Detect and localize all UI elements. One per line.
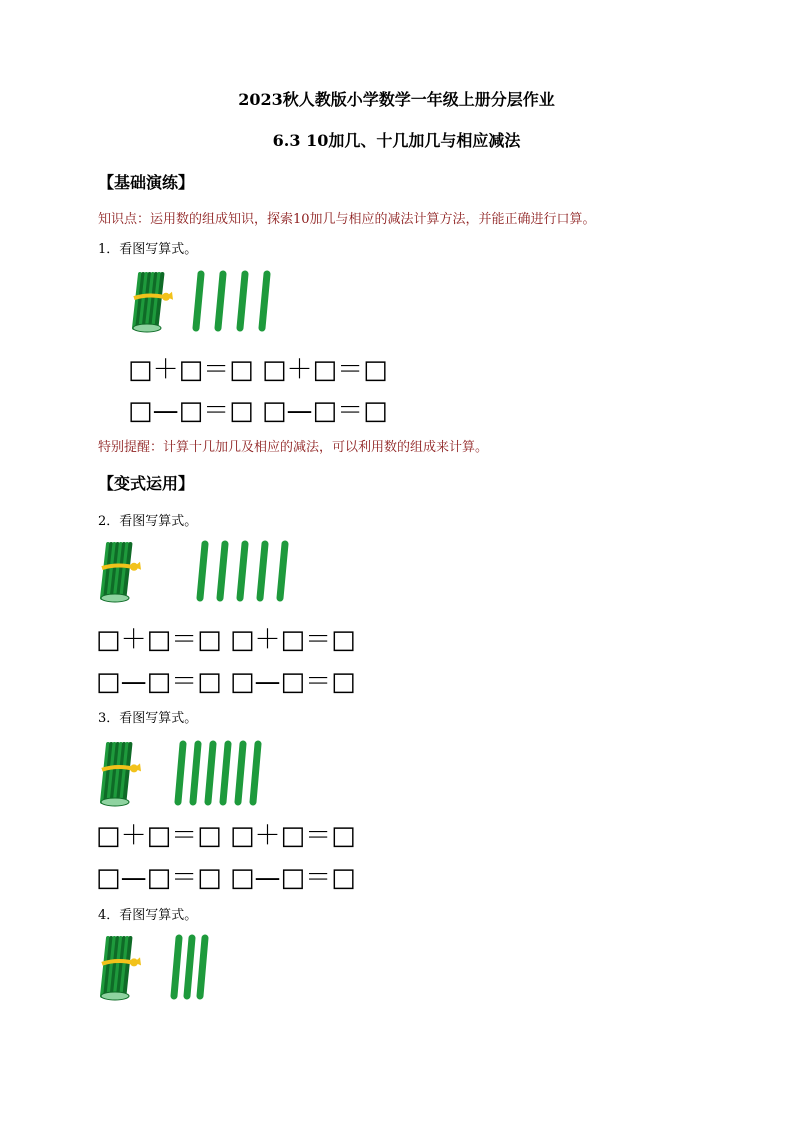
- single-stick: [178, 744, 183, 802]
- question-1-label: 1．看图写算式。: [98, 242, 198, 257]
- question-1-addition-boxes: □＋□＝□ □＋□＝□: [128, 355, 388, 385]
- single-stick: [208, 744, 213, 802]
- single-stick: [193, 744, 198, 802]
- single-stick: [218, 274, 223, 328]
- single-stick: [253, 744, 258, 802]
- single-stick: [187, 938, 192, 996]
- question-3-addition-boxes: □＋□＝□ □＋□＝□: [96, 821, 356, 851]
- page-subtitle: 6.3 10加几、十几加几与相应减法: [272, 131, 521, 150]
- single-stick: [223, 744, 228, 802]
- section-basic-heading: 【基础演练】: [98, 173, 195, 192]
- single-stick: [262, 274, 267, 328]
- question-2-stick-picture: [96, 540, 296, 606]
- stick-bundle: [101, 938, 141, 1000]
- question-3-subtraction-boxes: □—□＝□ □—□＝□: [96, 863, 356, 893]
- single-stick: [200, 938, 205, 996]
- question-1-stick-picture: [128, 270, 288, 336]
- single-stick: [240, 544, 245, 598]
- single-stick: [200, 544, 205, 598]
- stick-bundle: [101, 744, 141, 806]
- question-2-subtraction-boxes: □—□＝□ □—□＝□: [96, 667, 356, 697]
- single-stick: [238, 744, 243, 802]
- question-3-stick-picture: [96, 740, 296, 810]
- page-title: 2023秋人教版小学数学一年级上册分层作业: [238, 90, 555, 109]
- reminder-note: 特别提醒：计算十几加几及相应的减法，可以利用数的组成来计算。: [98, 440, 489, 455]
- knowledge-note: 知识点：运用数的组成知识，探索10加几与相应的减法计算方法，并能正确进行口算。: [98, 212, 596, 227]
- stick-bundle: [101, 544, 141, 602]
- bundle-ends: [133, 324, 161, 332]
- single-stick: [240, 274, 245, 328]
- question-4-stick-picture: [96, 934, 236, 1004]
- bundle-ends: [101, 594, 129, 602]
- section-variant-heading: 【变式运用】: [98, 474, 195, 493]
- question-3-label: 3．看图写算式。: [98, 711, 198, 726]
- question-1-subtraction-boxes: □—□＝□ □—□＝□: [128, 396, 388, 426]
- single-stick: [196, 274, 201, 328]
- single-stick: [174, 938, 179, 996]
- question-4-label: 4．看图写算式。: [98, 908, 198, 923]
- single-stick: [260, 544, 265, 598]
- question-2-label: 2．看图写算式。: [98, 514, 198, 529]
- bundle-ends: [101, 992, 129, 1000]
- question-2-addition-boxes: □＋□＝□ □＋□＝□: [96, 625, 356, 655]
- stick-bundle: [133, 274, 173, 332]
- bundle-ends: [101, 798, 129, 806]
- single-stick: [280, 544, 285, 598]
- single-stick: [220, 544, 225, 598]
